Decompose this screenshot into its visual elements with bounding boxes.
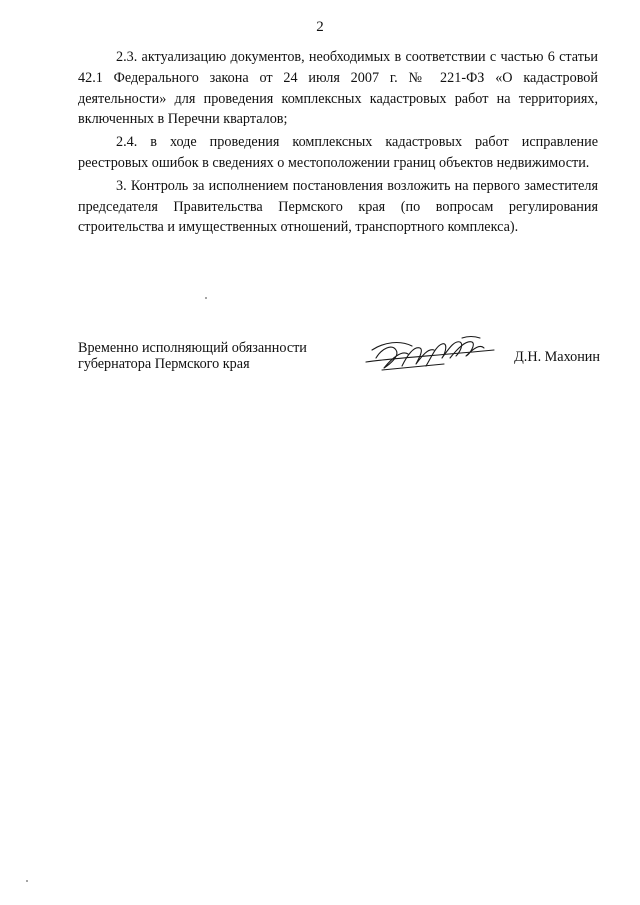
handwritten-signature	[362, 328, 498, 378]
signatory-name: Д.Н. Махонин	[514, 349, 600, 365]
paragraph-2-3: 2.3. актуализацию документов, необходимых в соответствии с частью 6 статьи 42.1 Федерального закона от 24 июля 2007 г. № 221-ФЗ «О кадастровой деятельности» для проведения комплексных кадастровых работ на территориях, включенных в Перечни кварталов;	[78, 49, 598, 128]
signatory-title-line-2: губернатора Пермского края	[78, 356, 250, 372]
scan-speck	[205, 297, 207, 299]
page-number: 2	[316, 19, 324, 35]
signatory-title-line-1: Временно исполняющий обязанности	[78, 340, 307, 356]
signatory-title	[78, 340, 358, 372]
paragraph-2-4: 2.4. в ходе проведения комплексных кадастровых работ исправление реестровых ошибок в сведениях о местоположении границ объектов недвижимости.	[78, 134, 598, 171]
document-body	[78, 47, 598, 238]
scan-speck	[26, 880, 28, 882]
paragraph-3: 3. Контроль за исполнением постановления возложить на первого заместителя председателя Правительства Пермского края (по вопросам регулирования строительства и имущественных отношений, транспортного комплекса).	[78, 177, 598, 236]
